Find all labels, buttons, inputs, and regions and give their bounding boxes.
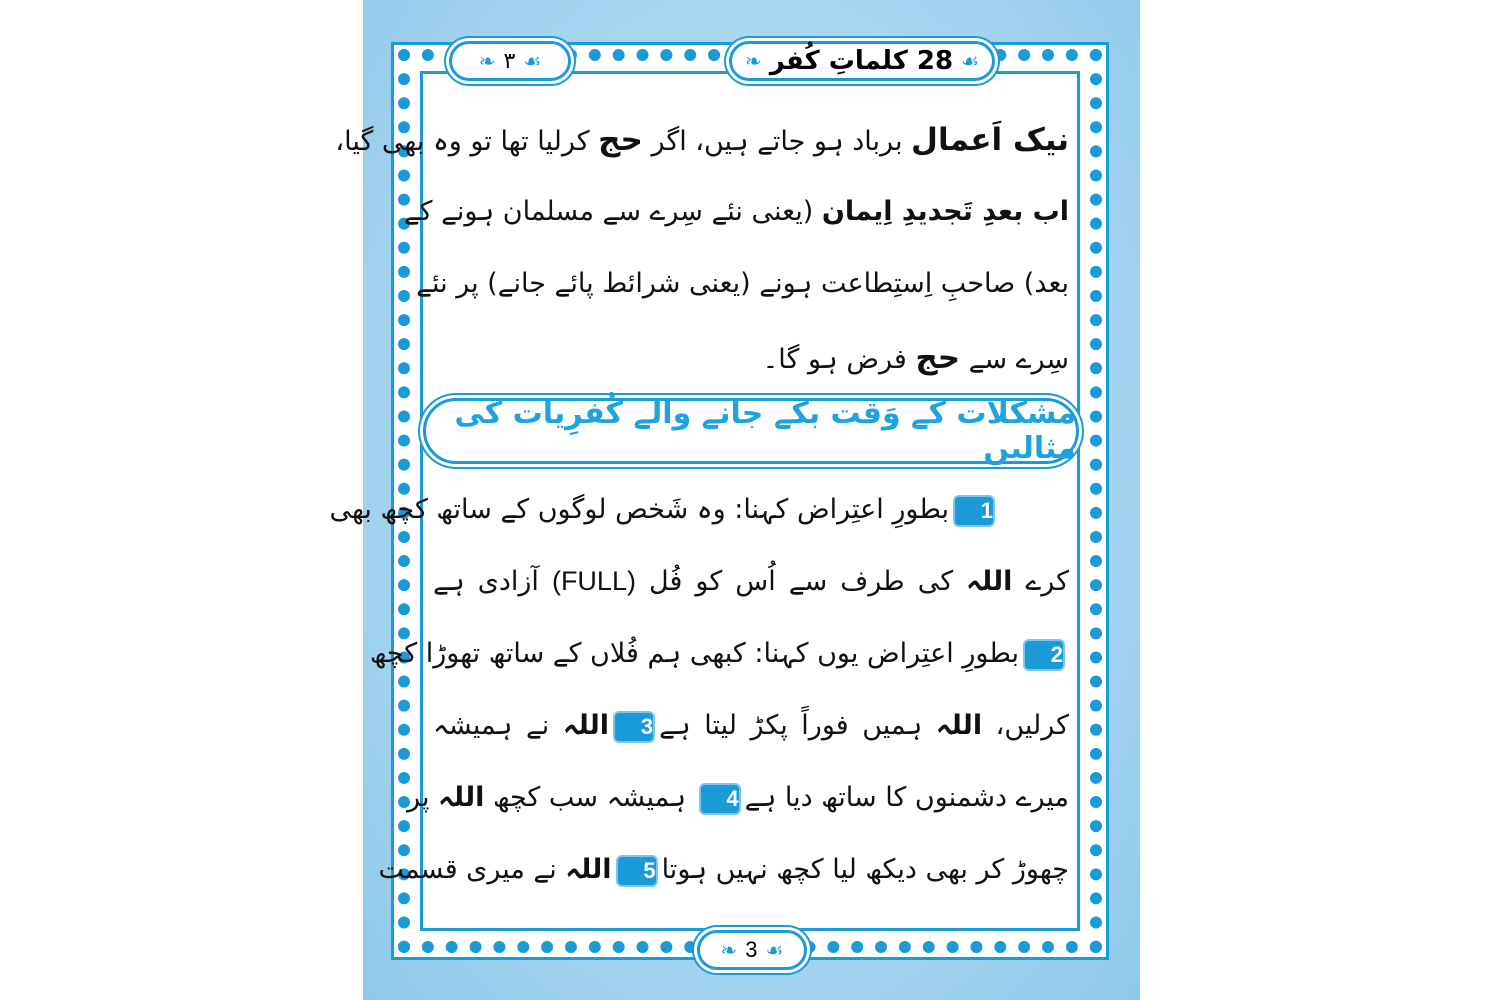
paragraph-line [403,196,1069,227]
text-run: ہمیں فوراً پکڑ لیتا ہے [659,710,936,741]
text-run: بطورِ اعتِراض یوں کہنا: کبھی ہم فُلاں کے ساتھ تھوڑا کچھ [369,638,1019,669]
text-run: آزادی ہے [433,566,552,597]
bold-term: اللہ [562,710,610,741]
ornament-icon: ☙ [523,49,542,73]
paragraph-line [416,268,1069,299]
text-run: سِرے سے [960,344,1069,375]
header-page-number [449,41,571,81]
text-run: کرے [1012,566,1069,597]
bold-term: حج [598,122,643,158]
bold-term: حج [915,340,961,376]
text-run: ہمیشہ سب کچھ [484,782,695,813]
header-book-title [729,41,995,81]
section-heading-text: مشکلات کے وَقت بکے جانے والے کُفرِیات کی مثالیں [454,396,1076,466]
text-run: میرے دشمنوں کا ساتھ دیا ہے [744,782,1069,813]
number-badge: 1 [953,495,995,527]
paragraph-line [433,340,1069,376]
bold-term: اب بعدِ تَجدیدِ اِیمان [821,196,1069,227]
number-badge: 3 [613,711,655,743]
paragraph-line [335,122,1069,158]
section-heading [423,398,1079,464]
book-page [329,0,1140,1000]
example-line [378,854,1069,887]
ornament-icon: ❧ [720,938,738,962]
text-run: فرض ہو گا۔ [762,344,916,375]
number-badge: 4 [699,783,741,815]
number-badge: 5 [616,855,658,887]
text-run: (یعنی نئے سِرے سے مسلمان ہونے کے [403,196,822,227]
ornament-icon: ❧ [744,49,762,73]
example-line [407,782,1069,815]
latin-term: (FULL) [551,566,636,596]
ornament-icon: ❧ [478,49,496,73]
text-run: پر [407,782,439,813]
book-title-text: 28 کلماتِ کُفر [769,46,954,76]
ornament-icon: ☙ [765,938,784,962]
text-run: نے میری قسمت [378,854,566,885]
example-line [369,638,1069,671]
text-run: نے ہمیشہ [433,710,563,741]
footer-page-number [697,930,807,970]
bold-term: اللہ [935,710,983,741]
example-line [329,494,1069,527]
bold-term: اللہ [966,566,1013,597]
header-page-number-text: ۳ [503,48,516,74]
text-run: چھوڑ کر بھی دیکھ لیا کچھ نہیں ہوتا [661,854,1069,885]
text-run: کرلیں، [982,710,1069,741]
text-run: بطورِ اعتِراض کہنا: وہ شَخص لوگوں کے ساتھ کچھ بھی [329,494,949,525]
text-run: کرلیا تھا تو وہ بھی گیا، [335,126,599,157]
example-line [433,710,1069,743]
bold-term: اللہ [438,782,485,813]
text-run: کی طرف سے اُس کو فُل [635,566,967,597]
footer-page-number-text: 3 [745,937,758,962]
bold-term: اللہ [565,854,612,885]
bold-term: نیک اَعمال [911,122,1069,158]
example-line [433,566,1069,597]
number-badge: 2 [1023,639,1065,671]
text-run: برباد ہو جاتے ہیں، اگر [642,126,912,157]
text-run: بعد) صاحبِ اِستِطاعت ہونے (یعنی شرائط پائے جانے) پر نئے [416,268,1069,299]
ornament-icon: ☙ [961,49,980,73]
